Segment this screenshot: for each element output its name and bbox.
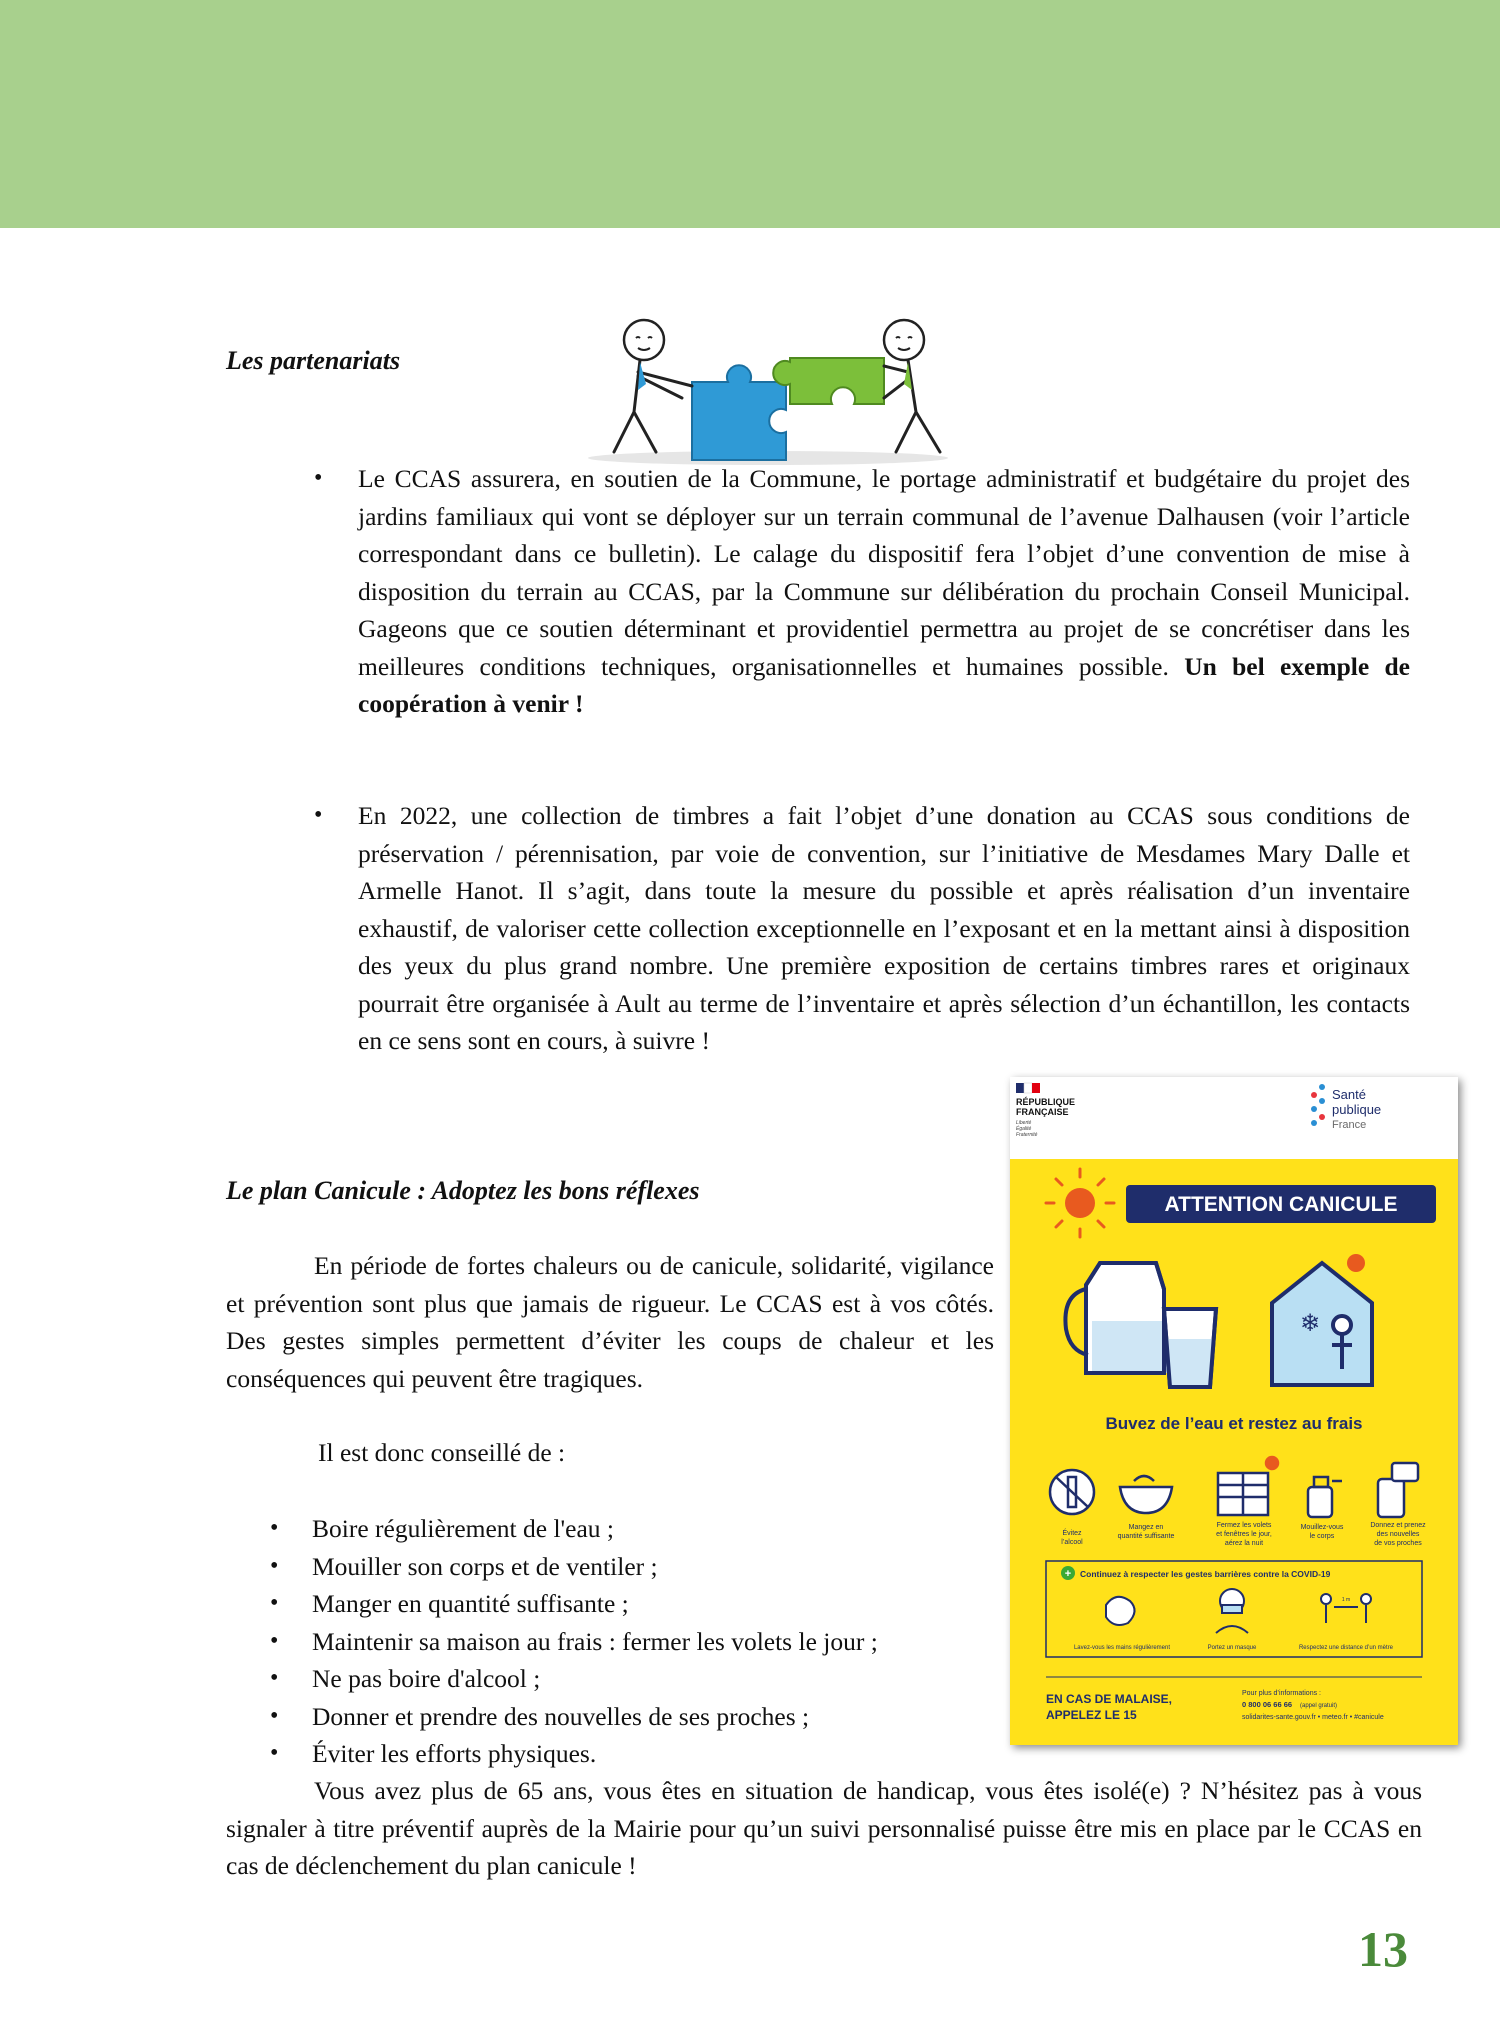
shutters-icon [1218,1473,1268,1515]
icon-label-news-3: de vos proches [1374,1540,1422,1547]
motto-2: Égalité [1016,1126,1032,1132]
list-item: • Mouiller son corps et de ventiler ; [226,1548,878,1586]
sante-line2: publique [1332,1102,1382,1117]
info-sites: solidarites-sante.gouv.fr • meteo.fr • #canicule [1242,1714,1384,1721]
puzzle-partnership-illustration [552,302,984,468]
bullet-icon: • [270,1552,279,1579]
republique-line1: RÉPUBLIQUE [1016,1097,1076,1107]
bullet-2-text: En 2022, une collection de timbres a fait l’objet d’une donation au CCAS sous conditions de préservation / pérennisation, par voie de convention, sur l’initiative de Mesdames Mary Dalle et Armelle Hanot. Il s’agit, dans toute la mesure du possible et après réalisation d’un inventaire exhaustif, de valoriser cette collection exceptionnelle en l’exposant et en la mettant ainsi à disposition des yeux du plus grand nombre. Une première exposition de certains timbres rares et originaux pourrait être organisée à Ault au terme de l’inventaire et après sélection d’un échantillon, les contacts en ce sens sont en cours, à suivre ! [358,801,1410,1055]
list-item: • Boire régulièrement de l'eau ; [226,1510,878,1548]
heading-partenariats: Les partenariats [226,346,401,375]
icon-label-shutters-2: et fenêtres le jour, [1216,1531,1272,1538]
glass-icon [1164,1309,1216,1387]
canicule-closing: Vous avez plus de 65 ans, vous êtes en situation de handicap, vous êtes isolé(e) ? N’hésitez pas à vous signaler à titre préventif auprès de la Mairie pour qu’un suivi personnalisé puisse être mis en place par le CCAS en cas de déclenchement du plan canicule ! [226,1776,1422,1880]
icon-label-news-2: des nouvelles [1376,1531,1420,1538]
covid-title: Continuez à respecter les gestes barrières contre la COVID-19 [1080,1569,1331,1579]
icon-label-food-1: Mangez en [1128,1524,1164,1531]
hand-wash-icon [1106,1597,1135,1625]
icon-label-alcohol-1: Évitez [1062,1530,1082,1537]
info-line1: Pour plus d’informations : [1242,1690,1321,1697]
info-phone: 0 800 06 66 66 [1242,1700,1293,1709]
distance-label: 1 m [1341,1597,1351,1603]
republique-line2: FRANÇAISE [1016,1107,1069,1117]
bullet-icon: • [270,1590,279,1616]
list-item: • Ne pas boire d'alcool ; [226,1660,878,1698]
info-phone-note: (appel gratuit) [1300,1703,1338,1709]
advice-list [226,1510,878,1773]
sante-line1: Santé [1332,1087,1366,1102]
poster-headline: Buvez de l’eau et restez au frais [1105,1414,1363,1433]
covid-item-2: Portez un masque [1207,1645,1257,1651]
bullet-icon: • [270,1740,279,1766]
header-band [0,0,1500,228]
motto-3: Fraternité [1016,1132,1038,1138]
sun-small-icon [1266,1457,1278,1469]
covid-item-1: Lavez-vous les mains régulièrement [1073,1645,1171,1651]
covid-item-3: Respectez une distance d’un mètre [1298,1645,1394,1651]
svg-text:+: + [1064,1568,1072,1580]
icon-label-spray-2: le corps [1309,1533,1335,1540]
heading-canicule: Le plan Canicule : Adoptez les bons réflexes [226,1176,700,1205]
icon-label-food-2: quantité suffisante [1117,1533,1175,1540]
svg-text:❄: ❄ [1300,1310,1321,1337]
poster-banner: ATTENTION CANICULE [1164,1193,1398,1216]
bullet-icon: • [314,465,323,491]
partenariat-bullet-1 [314,460,1410,723]
small-sun-icon [1347,1254,1365,1272]
partenariat-bullet-2 [314,797,1410,1060]
motto-1: Liberté [1016,1120,1032,1126]
canicule-poster [1010,1077,1458,1745]
list-item: • Éviter les efforts physiques. [226,1735,878,1773]
bullet-icon: • [270,1702,279,1729]
sante-line3: France [1332,1119,1367,1131]
icon-label-news-1: Donnez et prenez [1370,1522,1426,1529]
bullet-icon: • [270,1627,279,1654]
list-item: • Donner et prendre des nouvelles de ses proches ; [226,1698,878,1736]
no-alcohol-icon [1050,1470,1094,1514]
canicule-intro: En période de fortes chaleurs ou de canicule, solidarité, vigilance et prévention sont plus que jamais de rigueur. Le CCAS est à vos côtés. Des gestes simples permettent d’éviter les coups de chaleur et les conséquences qui peuvent être tragiques. [226,1251,994,1393]
malaise-line2: APPELEZ LE 15 [1046,1708,1137,1722]
advice-intro: Il est donc conseillé de : [318,1438,566,1467]
list-item: • Maintenir sa maison au frais : fermer les volets le jour ; [226,1623,878,1661]
bullet-icon: • [270,1515,279,1541]
bullet-1-bold: Un bel exemple de coopération à venir ! [358,651,1410,718]
icon-label-alcohol-2: l’alcool [1061,1539,1083,1546]
bullet-1-text: Le CCAS assurera, en soutien de la Commune, le portage administratif et budgétaire du projet des jardins familiaux qui vont se déployer sur un terrain communal de l’avenue Dalhausen (voir l’article correspondant dans ce bulletin). Le calage du dispositif fera l’objet d’une convention de mise à disposition du terrain au CCAS, par la Commune sur délibération du prochain Conseil Municipal. Gageons que ce soutien déterminant et providentiel permettra au projet de se concrétiser dans les meilleures conditions techniques, organisationnelles et humaines possible. Un bel exemple de coopération à venir ! [358,464,1410,718]
malaise-line1: EN CAS DE MALAISE, [1046,1692,1173,1706]
page-number: 13 [1358,1921,1408,1977]
icon-label-spray-1: Mouillez-vous [1300,1524,1344,1531]
bullet-icon: • [314,802,323,828]
icon-label-shutters-1: Fermez les volets [1216,1522,1272,1529]
bullet-icon: • [270,1665,279,1691]
list-item: • Manger en quantité suffisante ; [226,1585,878,1623]
icon-label-shutters-3: aérez la nuit [1224,1540,1264,1547]
